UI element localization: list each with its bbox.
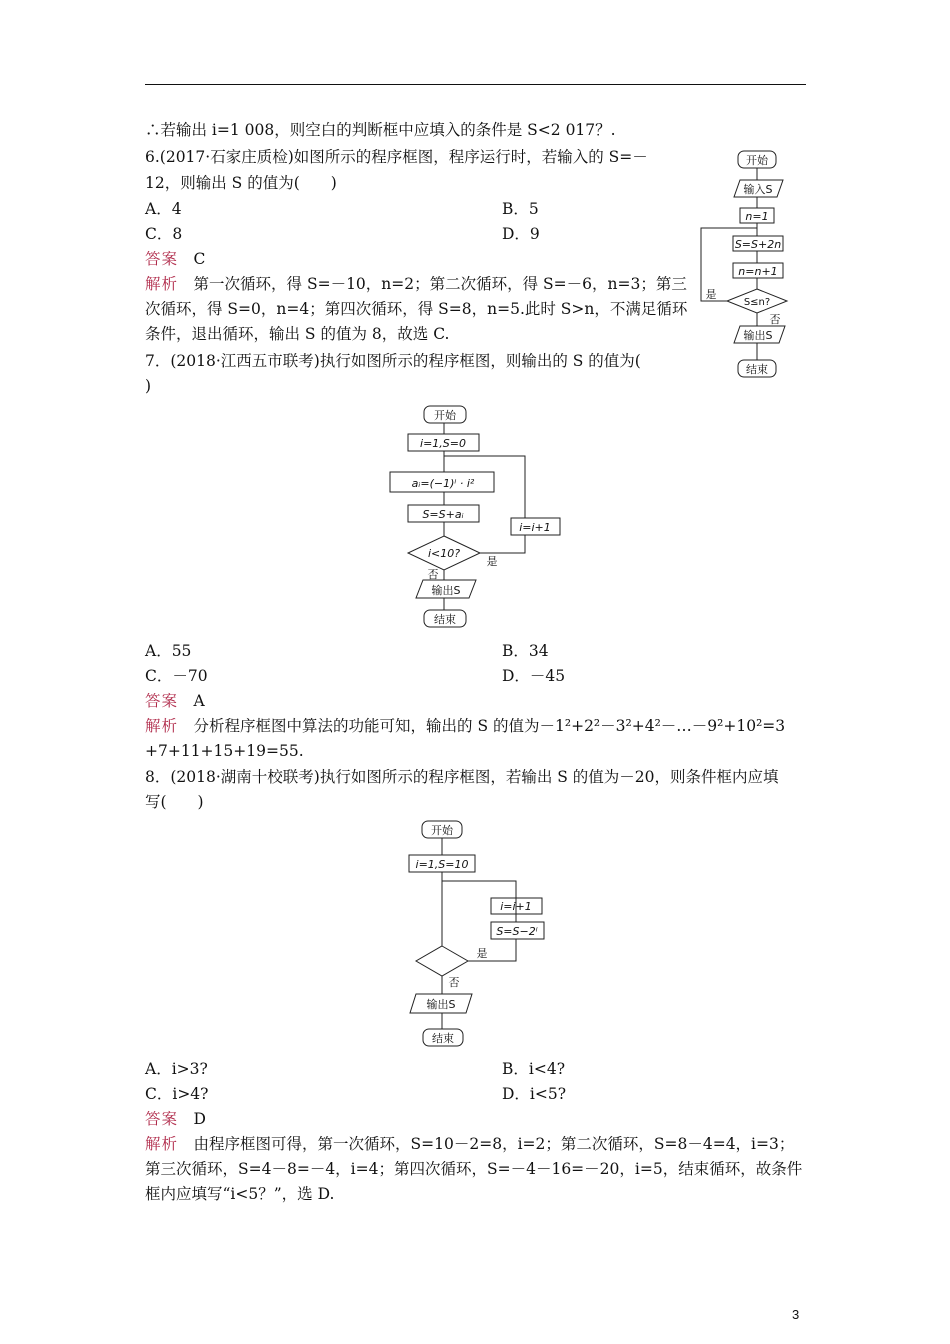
- q6-option-d: D．9: [502, 225, 540, 243]
- fc8-start: 开始: [431, 824, 453, 837]
- q8-stem-line1: 8．(2018·湖南十校联考)执行如图所示的程序框图，若输出 S 的值为－20，则条件框内应填: [145, 768, 779, 786]
- fc7-assign: aᵢ=(−1)ⁱ · i²: [411, 477, 475, 490]
- fc7-output: 输出S: [431, 584, 461, 597]
- q8-option-a: A．i>3?: [145, 1060, 208, 1078]
- fc6-input: 输入S: [743, 183, 773, 196]
- q6-option-b: B．5: [502, 200, 539, 218]
- q6-stem-line1: 6.(2017·石家庄质检)如图所示的程序框图，程序运行时，若输入的 S=－: [145, 148, 648, 166]
- q8-answer: [145, 1108, 206, 1130]
- fc6-incr: n=n+1: [738, 265, 778, 278]
- q6-answer: [145, 248, 205, 270]
- answer-value: C: [193, 250, 206, 268]
- fc6-no: 否: [769, 313, 781, 326]
- q8-stem-line2: 写( ): [145, 793, 204, 811]
- q7-analysis-line2: +7+11+15+19=55.: [145, 742, 304, 760]
- q7-stem-line1: 7．(2018·江西五市联考)执行如图所示的程序框图，则输出的 S 的值为(: [145, 352, 641, 370]
- fc7-no: 否: [427, 568, 439, 581]
- q8-flowchart: [400, 813, 560, 1053]
- q7-flowchart: [380, 398, 570, 633]
- q7-answer: [145, 690, 205, 712]
- analysis-label: 解析: [145, 275, 179, 293]
- answer-label: 答案: [145, 692, 179, 710]
- analysis-text: 由程序框图可得，第一次循环，S=10－2=8，i=2；第二次循环，S=8－4=4，i=3；: [193, 1135, 795, 1153]
- answer-value: D: [193, 1110, 206, 1128]
- q6-option-a: A．4: [145, 200, 182, 218]
- fc7-end: 结束: [434, 613, 456, 626]
- q7-option-d: D．－45: [502, 667, 566, 685]
- fc8-output: 输出S: [426, 998, 456, 1011]
- fc7-init: i=1,S=0: [420, 437, 466, 450]
- fc8-incr: i=i+1: [500, 900, 532, 913]
- header-rule: [145, 84, 806, 85]
- fc7-start: 开始: [434, 409, 456, 422]
- q8-analysis-line2: 第三次循环，S=4－8=－4，i=4；第四次循环，S=－4－16=－20，i=5，结束循环，故条件: [145, 1160, 803, 1178]
- fc8-end: 结束: [432, 1032, 454, 1045]
- fc6-end: 结束: [746, 363, 768, 376]
- fc8-init: i=1,S=10: [415, 858, 469, 871]
- q7-analysis-line1: [145, 715, 785, 737]
- fc8-update: S=S−2ⁱ: [496, 925, 538, 938]
- analysis-text: 第一次循环，得 S=－10，n=2；第二次循环，得 S=－6，n=3；第三: [193, 275, 687, 293]
- intro-line: ∴若输出 i=1 008，则空白的判断框中应填入的条件是 S<2 017？.: [145, 121, 616, 139]
- fc6-start: 开始: [746, 154, 768, 167]
- q7-stem-line2: ): [145, 377, 152, 395]
- fc8-yes: 是: [476, 947, 488, 960]
- fc6-update: S=S+2n: [734, 238, 782, 251]
- q6-analysis-line1: [145, 273, 687, 295]
- q8-analysis-line3: 框内应填写“i<5？”，选 D.: [145, 1185, 335, 1203]
- page-number: 3: [792, 1307, 800, 1322]
- fc6-output: 输出S: [743, 329, 773, 342]
- fc6-yes: 是: [705, 288, 717, 301]
- q8-option-c: C．i>4?: [145, 1085, 209, 1103]
- answer-value: A: [193, 692, 205, 710]
- analysis-text: 分析程序框图中算法的功能可知，输出的 S 的值为－1²+2²－3²+4²－…－9²+10²=3: [193, 717, 786, 735]
- fc7-incr: i=i+1: [519, 521, 551, 534]
- analysis-label: 解析: [145, 717, 179, 735]
- q6-analysis-line2: 次循环，得 S=0，n=4；第四次循环，得 S=8，n=5.此时 S>n，不满足循环: [145, 300, 688, 318]
- fc6-init: n=1: [745, 210, 769, 223]
- analysis-label: 解析: [145, 1135, 179, 1153]
- fc7-cond: i<10?: [427, 547, 461, 560]
- answer-label: 答案: [145, 1110, 179, 1128]
- q6-flowchart: [695, 145, 815, 385]
- q8-option-b: B．i<4?: [502, 1060, 566, 1078]
- q7-option-c: C．－70: [145, 667, 208, 685]
- q6-option-c: C．8: [145, 225, 183, 243]
- q7-option-a: A．55: [145, 642, 192, 660]
- answer-label: 答案: [145, 250, 179, 268]
- fc8-no: 否: [448, 976, 460, 989]
- fc6-cond: S≤n?: [743, 297, 771, 308]
- q7-option-b: B．34: [502, 642, 549, 660]
- q6-analysis-line3: 条件，退出循环，输出 S 的值为 8，故选 C.: [145, 325, 450, 343]
- q8-option-d: D．i<5?: [502, 1085, 567, 1103]
- q6-stem-line2: 12，则输出 S 的值为( ): [145, 174, 337, 192]
- fc7-update: S=S+aᵢ: [422, 508, 464, 521]
- q8-analysis-line1: [145, 1133, 794, 1155]
- fc7-yes: 是: [486, 555, 498, 568]
